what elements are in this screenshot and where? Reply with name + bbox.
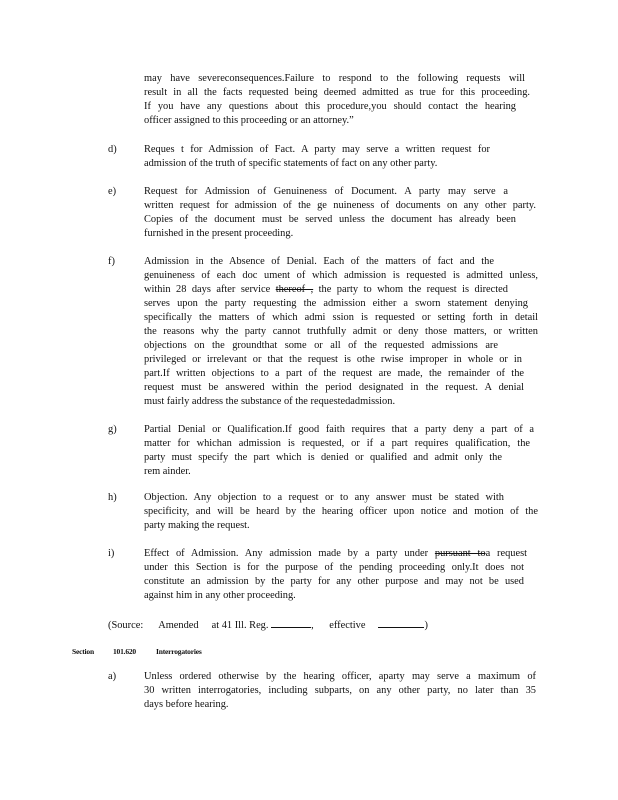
text-line: party making the request.: [144, 520, 250, 531]
text-line: matter for whichan admission is requested, or if a part requires qualification, the: [144, 438, 530, 449]
text-line: request must be answered within the period designated in the request. A denial: [144, 382, 524, 393]
list-marker: g): [108, 424, 117, 435]
text-line: Request for Admission of Genuineness of Document. A party may serve a: [144, 186, 508, 197]
source-effective: effective: [329, 620, 366, 631]
text-line: specifically the matters of which admi ssion is requested or setting forth in detail: [144, 312, 538, 323]
text-line: party must specify the part which is denied or qualified and admit only the: [144, 452, 502, 463]
text-line: furnished in the present proceeding.: [144, 228, 294, 239]
effective-date-blank: [378, 617, 424, 628]
text-line: may have severeconsequences.Failure to respond to the following requests will: [144, 73, 525, 84]
text-line: Partial Denial or Qualification.If good faith requires that a party deny a part of a: [144, 424, 534, 435]
section-label: Section: [72, 647, 94, 656]
text-line: Unless ordered otherwise by the hearing officer, aparty may serve a maximum of: [144, 671, 536, 682]
text-line: Copies of the document must be served unless the document has already been: [144, 214, 516, 225]
text-line: serves upon the party requesting the admission either a sworn statement denying: [144, 298, 528, 309]
text-line: officer assigned to this proceeding or an attorney.”: [144, 115, 354, 126]
text-line: part.If written objections to a part of the request are made, the remainder of the: [144, 368, 524, 379]
text-line-with-strikeout: [144, 283, 508, 296]
text-line: Admission in the Absence of Denial. Each of the matters of fact and the: [144, 256, 494, 267]
text-line: objections on the groundthat some or all of the requested admissions are: [144, 340, 498, 351]
struck-text: pursuant to: [434, 548, 486, 559]
text-line: Reques t for Admission of Fact. A party may serve a written request for: [144, 144, 490, 155]
list-marker: a): [108, 671, 117, 682]
source-label: (Source:: [108, 620, 144, 631]
text-line: must fairly address the substance of the requestedadmission.: [144, 396, 396, 407]
text-line-with-strikeout: [144, 547, 527, 560]
list-marker: f): [108, 256, 115, 267]
text-line: written request for admission of the ge nuineness of documents on any other party.: [144, 200, 536, 211]
text-segment: Effect of Admission. Any admission made by a party under: [144, 548, 429, 559]
text-line: If you have any questions about this procedure,you should contact the hearing: [144, 101, 516, 112]
text-line: against him in any other proceeding.: [144, 590, 296, 601]
text-line: 30 written interrogatories, including subparts, on any other party, no later than 35: [144, 685, 536, 696]
text-segment: the party to whom the request is directed: [318, 284, 508, 295]
text-line: the reasons why the party cannot truthfully admit or deny those matters, or written: [144, 326, 538, 337]
register-page-blank: [271, 617, 311, 628]
text-segment: a request: [485, 548, 527, 559]
struck-text: thereof ,: [275, 284, 314, 295]
list-marker: d): [108, 144, 117, 155]
text-line: admission of the truth of specific statements of fact on any other party.: [144, 158, 438, 169]
text-line: genuineness of each doc ument of which admission is requested is admitted unless,: [144, 270, 538, 281]
section-number: 101.620: [113, 647, 136, 656]
list-marker: e): [108, 186, 117, 197]
source-note: [108, 617, 428, 632]
section-title: Interrogatories: [156, 647, 202, 656]
text-line: constitute an admission by the party for any other purpose and may not be used: [144, 576, 524, 587]
list-marker: h): [108, 492, 117, 503]
text-segment: within 28 days after service: [144, 284, 271, 295]
text-line: specificity, and will be heard by the hearing officer upon notice and motion of the: [144, 506, 538, 517]
text-line: days before hearing.: [144, 699, 229, 710]
text-line: privileged or irrelevant or that the request is othe rwise improper in whole or in: [144, 354, 522, 365]
text-line: Objection. Any objection to a request or to any answer must be stated with: [144, 492, 504, 503]
source-register-citation: at 41 Ill. Reg.: [211, 620, 269, 631]
text-line: result in all the facts requested being deemed admitted as true for this proceeding.: [144, 87, 530, 98]
list-marker: i): [108, 548, 115, 559]
text-line: under this Section is for the purpose of the pending proceeding only.It does not: [144, 562, 524, 573]
source-close: ): [424, 620, 428, 631]
source-amended: Amended: [158, 620, 199, 631]
source-comma: ,: [311, 620, 314, 631]
text-line: rem ainder.: [144, 466, 191, 477]
